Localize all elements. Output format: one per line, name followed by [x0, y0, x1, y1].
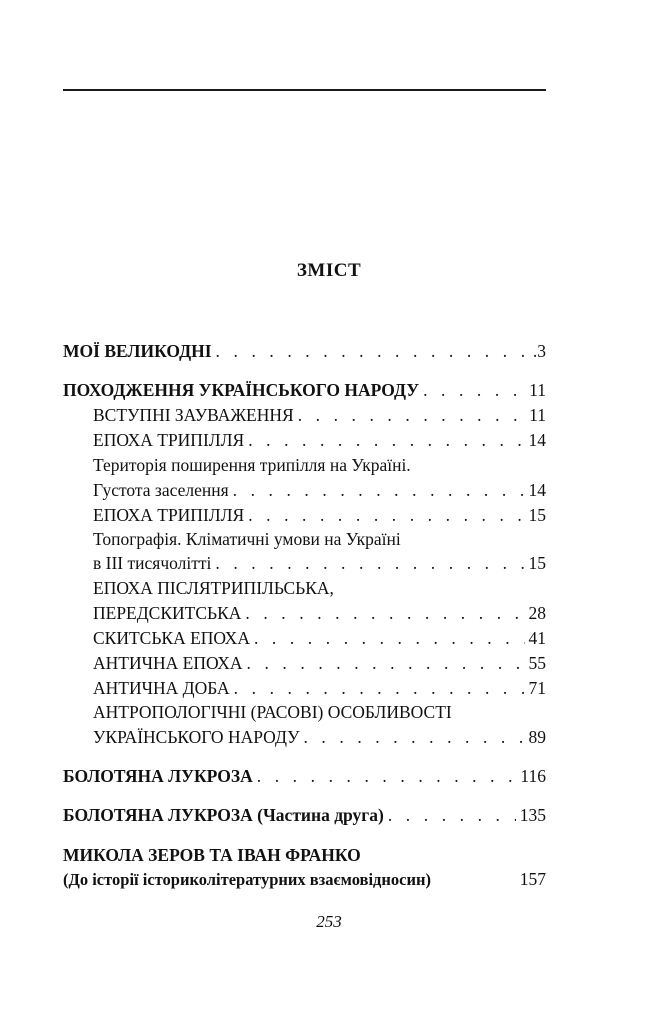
- toc-entry-page: 135: [519, 805, 546, 825]
- toc-entry-page: 15: [528, 553, 546, 573]
- toc-entry-page: 41: [528, 628, 546, 648]
- toc-subentry[interactable]: [93, 601, 546, 625]
- toc-entry[interactable]: [63, 803, 546, 827]
- toc-subentry[interactable]: [93, 676, 546, 700]
- toc-entry-title: в ІІІ тисячолітті: [93, 553, 212, 573]
- toc-entry-title: ВСТУПНІ ЗАУВАЖЕННЯ: [93, 405, 294, 425]
- toc-subentry[interactable]: [93, 478, 546, 502]
- toc-entry-page: 11: [529, 380, 546, 400]
- toc-subentry[interactable]: [93, 725, 546, 749]
- page-number: 253: [316, 912, 342, 931]
- toc-subentry[interactable]: [93, 651, 546, 675]
- toc-entry-page: 14: [528, 480, 546, 500]
- toc-entry-title: ЕПОХА ПІСЛЯТРИПІЛЬСЬКА,: [93, 578, 334, 598]
- toc-leader-dots: [247, 651, 525, 675]
- toc-leader-dots: [298, 403, 525, 427]
- toc-entry-title: Топографія. Кліматичні умови на Україні: [93, 529, 401, 549]
- header-rule: [63, 89, 546, 91]
- toc-entry-page: 116: [520, 766, 546, 786]
- toc-entry[interactable]: [63, 764, 546, 788]
- toc-entry-title: МИКОЛА ЗЕРОВ ТА ІВАН ФРАНКО: [63, 845, 361, 865]
- toc-leader-dots: [245, 601, 524, 625]
- toc-leader-dots: [423, 378, 525, 402]
- toc-leader-dots: [233, 478, 525, 502]
- toc-entry-title: ПЕРЕДСКИТСЬКА: [93, 603, 242, 623]
- toc-entry-page: 89: [528, 727, 546, 747]
- toc-entry-title: МОЇ ВЕЛИКОДНІ: [63, 341, 212, 361]
- toc-entry-title: БОЛОТЯНА ЛУКРОЗА (Частина друга): [63, 805, 384, 825]
- toc-entry-title: ЕПОХА ТРИПІЛЛЯ: [93, 505, 245, 525]
- toc-entry-page: 55: [528, 653, 546, 673]
- toc-subentry-line[interactable]: [93, 700, 546, 724]
- toc-entry-title: УКРАЇНСЬКОГО НАРОДУ: [93, 727, 300, 747]
- toc-entry-line[interactable]: [63, 843, 546, 867]
- toc-entry-page: 14: [528, 430, 546, 450]
- toc-subentry[interactable]: [93, 428, 546, 452]
- toc-entry-title: ПОХОДЖЕННЯ УКРАЇНСЬКОГО НАРОДУ: [63, 380, 420, 400]
- toc-subentry[interactable]: [93, 551, 546, 575]
- toc-leader-dots: [216, 339, 529, 363]
- toc-leader-dots: [248, 428, 524, 452]
- page-title: ЗМІСТ: [296, 260, 362, 281]
- toc-subentry[interactable]: [93, 403, 546, 427]
- toc-leader-dots: [257, 764, 517, 788]
- toc-entry-page: 11: [529, 405, 546, 425]
- toc-leader-dots: [303, 725, 524, 749]
- toc-leader-dots: [248, 503, 524, 527]
- toc-entry[interactable]: [63, 378, 546, 402]
- toc-entry-page: 28: [528, 603, 546, 623]
- toc-leader-dots: [254, 626, 525, 650]
- toc-entry-title: ЕПОХА ТРИПІЛЛЯ: [93, 430, 245, 450]
- toc-subentry-line[interactable]: [93, 576, 546, 600]
- toc-entry-title: СКИТСЬКА ЕПОХА: [93, 628, 250, 648]
- toc-entry-title: АНТИЧНА ДОБА: [93, 678, 230, 698]
- toc-subentry-line[interactable]: [93, 453, 546, 477]
- toc-subentry[interactable]: [93, 503, 546, 527]
- toc-entry-page: 71: [528, 678, 546, 698]
- toc-entry-title: АНТИЧНА ЕПОХА: [93, 653, 243, 673]
- toc-entry[interactable]: [63, 867, 546, 891]
- toc-entry-page: 15: [528, 505, 546, 525]
- toc-entry-title: АНТРОПОЛОГІЧНІ (РАСОВІ) ОСОБЛИВОСТІ: [93, 702, 452, 722]
- toc-leader-dots: [234, 676, 525, 700]
- toc-entry-title: Територія поширення трипілля на Україні.: [93, 455, 411, 475]
- toc-entry-title: Густота заселення: [93, 480, 229, 500]
- toc-entry-title: (До історії істориколітературних взаємовідносин): [63, 870, 431, 889]
- toc-subentry[interactable]: [93, 626, 546, 650]
- toc-entry-page: 157: [519, 869, 546, 889]
- toc-leader-dots: [388, 803, 516, 827]
- toc-entry[interactable]: [63, 339, 546, 363]
- toc-entry-page: .3: [532, 341, 546, 361]
- toc-leader-dots: [215, 551, 524, 575]
- toc-subentry-line[interactable]: [93, 527, 546, 551]
- toc-entry-title: БОЛОТЯНА ЛУКРОЗА: [63, 766, 253, 786]
